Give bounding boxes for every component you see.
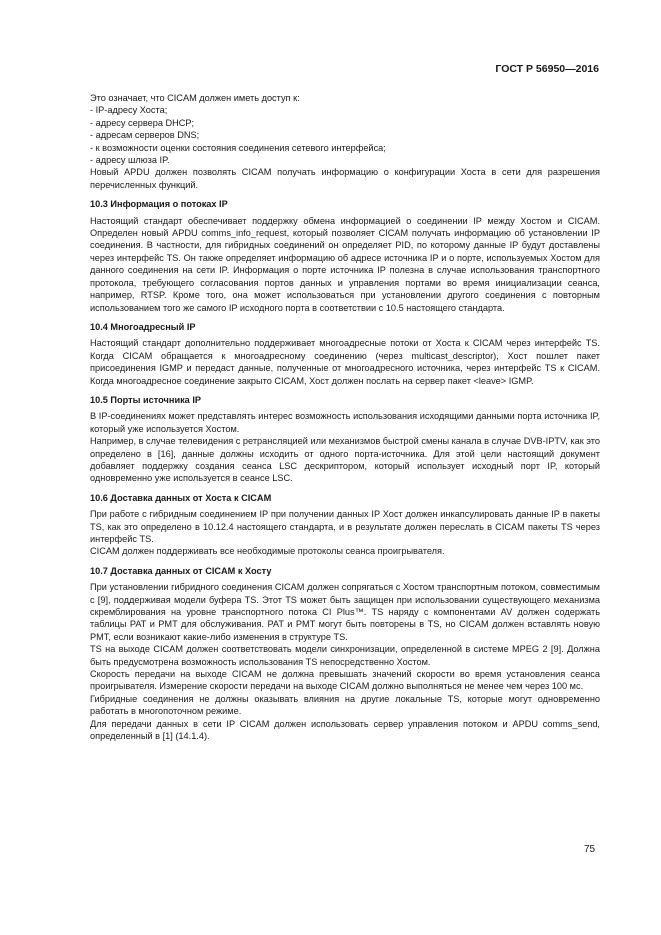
- paragraph: При работе с гибридным соединением IP при получении данных IP Хост должен инкапсулировать данные IP в пакеты TS, как это определено в 10.12.4 настоящего стандарта, и в результате должен переслать в CICAM пакеты TS через интерфейс TS.: [90, 509, 600, 544]
- list-item: - адресу сервера DHCP;: [90, 117, 195, 128]
- paragraph: Для передачи данных в сети IP CICAM должен использовать сервер управления потоком и APDU comms_send, определенный в [1] (14.1.4).: [90, 718, 600, 742]
- section-heading-10-5: 10.5 Порты источника IP: [90, 394, 202, 405]
- paragraph: Скорость передачи на выходе CICAM не должна превышать значений скорости во время установления сеанса проигрывателя. Измерение скорости передачи на выходе CICAM должно выполняться не менее чем через 100 мс.: [90, 669, 600, 692]
- section-heading-10-7: 10.7 Доставка данных от CICAM к Хосту: [90, 565, 272, 576]
- section-heading-10-4: 10.4 Многоадресный IP: [90, 321, 196, 332]
- paragraph: CICAM должен поддерживать все необходимые протоколы сеанса проигрывателя.: [90, 546, 445, 557]
- list-item: - к возможности оценки состояния соединения сетевого интерфейса;: [90, 142, 386, 153]
- document-body: [90, 92, 600, 743]
- paragraph: Например, в случае телевидения с ретрансляцией или механизмов быстрой смены канала в случае DVB-IPTV, как это определено в [16], данные должны исходить от одного порта-источника. Для этой цели настоящий документ добавляет поддержку создания сеанса LSC дескриптором, который использует исходный порт IP, который одновременно уже используется в сеансе LSC.: [90, 436, 600, 484]
- list-item: - адресам серверов DNS;: [90, 130, 200, 141]
- list-item: - адресу шлюза IP.: [90, 155, 170, 166]
- intro-closing: Новый APDU должен позволять CICAM получать информацию о конфигурации Хоста в сети для разрешения перечисленных функций.: [90, 167, 600, 190]
- page-number: 75: [584, 844, 596, 855]
- section-heading-10-3: 10.3 Информация о потоках IP: [90, 199, 228, 210]
- paragraph: Настоящий стандарт обеспечивает поддержку обмена информацией о соединении IP между Хостом и CICAM. Определен новый APDU comms_info_request, который позволяет CICAM получать информацию об установлении IP соединения. В частности, для гибридных соединений он определяет PID, по которому данные IP будут доставлены через интерфейс TS. Он также определяет информацию об адресе источника IP и о порте, используемых Хостом для данного соединения на сети IP. Информация о порте источника IP полезна в случае использования транспортного протокола, требующего согласования портов данных и управления портами во время инициализации сеанса, например, RTSP. Кроме того, она может использоваться при установлении другого соединения с повторным использованием того же самого IP исходного порта в соответствии с 10.5 настоящего стандарта.: [90, 215, 600, 313]
- list-item: - IP-адресу Хоста;: [90, 105, 168, 116]
- section-heading-10-6: 10.6 Доставка данных от Хоста к CICAM: [90, 492, 272, 503]
- paragraph: Настоящий стандарт дополнительно поддерживает многоадресные потоки от Хоста к CICAM через интерфейс TS. Когда CICAM обращается к многоадресному соединению (через multicast_descriptor), Хост пошлет пакет присоединения IGMP и передаст данные, полученные от многоадресного источника, через интерфейс TS к CICAM. Когда многоадресное соединение закрыто CICAM, Хост должен послать на сервер пакет <leave> IGMP.: [90, 338, 600, 386]
- paragraph: Гибридные соединения не должны оказывать влияния на другие локальные TS, которые могут одновременно работать в многопоточном режиме.: [90, 693, 600, 717]
- document-id: ГОСТ Р 56950—2016: [495, 63, 599, 75]
- paragraph: TS на выходе CICAM должен соответствовать модели синхронизации, определенной в системе MPEG 2 [9]. Должна быть предусмотрена возможность использования TS непосредственно Хостом.: [90, 644, 600, 667]
- paragraph: При установлении гибридного соединения CICAM должен сопрягаться с Хостом транспортным потоком, совместимым с [9], поддерживая модели буфера TS. Этот TS может быть защищен при использовании существующего механизма скремблирования на уровне транспортного потока CI Plus™. TS наряду с компонентами AV должен содержать таблицы PAT и PMT для обслуживания. PAT и PMT могут быть повторены в TS, но CICAM должен вставлять новую PMT, если возникают какие-либо изменения в структуре TS.: [90, 582, 600, 642]
- paragraph: В IP-соединениях может представлять интерес возможность использования исходящими данными порта источника IP, который уже используется Хостом.: [90, 411, 600, 434]
- intro-lead: Это означает, что CICAM должен иметь доступ к:: [90, 93, 300, 103]
